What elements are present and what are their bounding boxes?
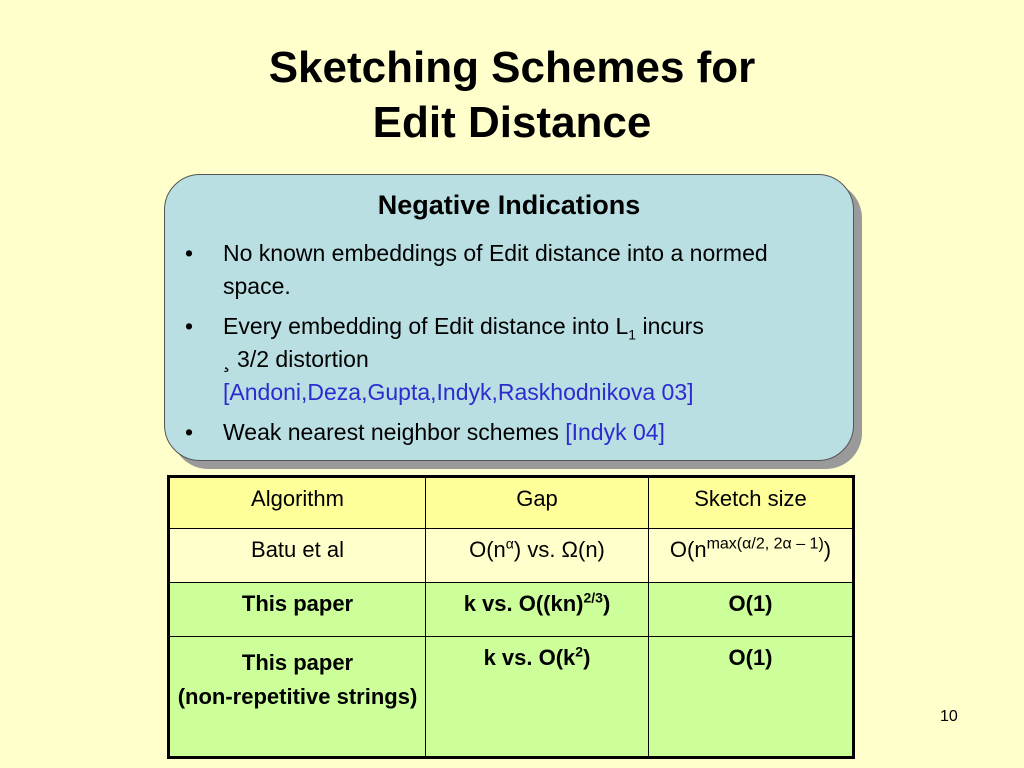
bullet-text: Weak nearest neighbor schemes <box>223 419 566 445</box>
gap-cell: $O(n^\alpha)$ vs. Ω(n) <box>426 529 649 583</box>
title-line-2: Edit Distance <box>372 98 652 147</box>
bullet-dot: • <box>185 419 194 445</box>
bullet-item-2 <box>185 310 835 409</box>
gap-cell: k vs. O((kn)$^{2/3}$) <box>426 583 649 637</box>
citation: [Andoni,Deza,Gupta,Indyk,Raskhodnikova 03] <box>223 379 694 405</box>
page-number: 10 <box>940 708 958 725</box>
bullet-text: No known embeddings of Edit distance into a normed space. <box>223 240 768 299</box>
sketch-size-cell: O(1) <box>649 637 854 758</box>
header-cell: Sketch size <box>649 477 854 529</box>
algorithm-cell: This paper (non-repetitive strings) <box>169 637 426 758</box>
bullet-text-line2: ¸ 3/2 distortion <box>223 346 369 372</box>
table-row <box>169 637 854 758</box>
header-cell: Algorithm <box>169 477 426 529</box>
sketch-size-cell: $O(n^{max(\alpha/2, 2\alpha - 1)})$ <box>649 529 854 583</box>
bullet-item-1 <box>185 237 835 303</box>
table-row <box>169 583 854 637</box>
table-header-row <box>169 477 854 529</box>
table-row <box>169 529 854 583</box>
algorithm-cell: Batu et al <box>169 529 426 583</box>
bullet-text: Every embedding of Edit distance into $L_1$ incurs <box>223 313 704 343</box>
bullet-list <box>185 237 835 456</box>
negative-indications-box <box>164 174 854 461</box>
sketch-size-cell: O(1) <box>649 583 854 637</box>
title-line-1: Sketching Schemes for <box>268 43 756 92</box>
bullet-item-3 <box>185 416 835 449</box>
bullet-dot: • <box>185 240 194 266</box>
algorithm-cell: This paper <box>169 583 426 637</box>
bullet-dot: • <box>185 313 194 339</box>
gap-cell: k vs. $O(k^2)$ <box>426 637 649 758</box>
header-cell: Gap <box>426 477 649 529</box>
citation: [Indyk 04] <box>565 419 665 445</box>
comparison-table <box>167 475 855 759</box>
slide-title <box>0 40 1024 150</box>
box-title: Negative Indications <box>377 190 641 220</box>
